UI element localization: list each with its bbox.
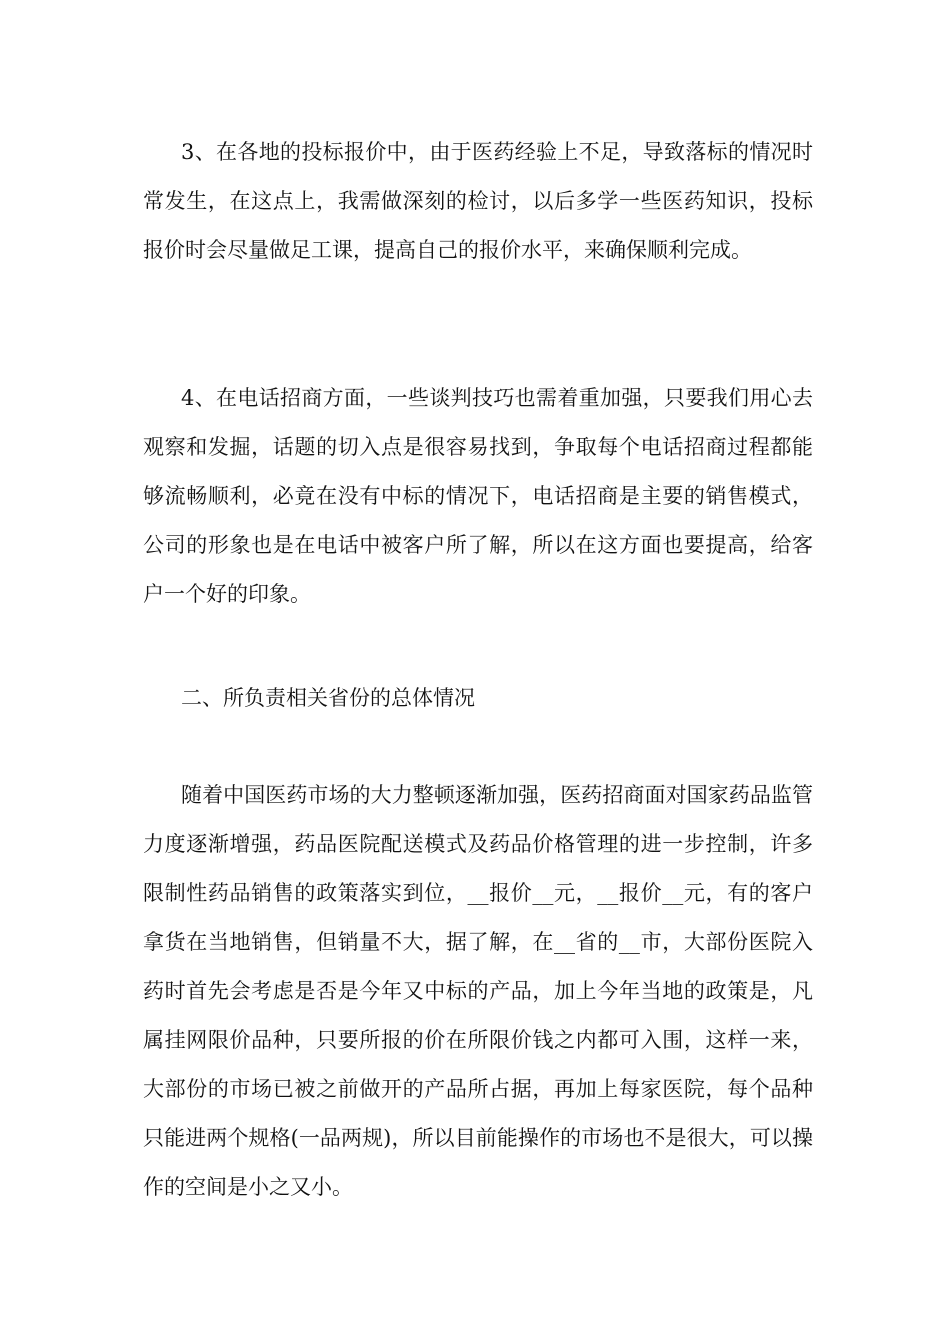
section-heading: 二、所负责相关省份的总体情况: [181, 686, 475, 710]
paragraph-phone-sales: 4、在电话招商方面，一些谈判技巧也需着重加强，只要我们用心去观察和发掘，话题的切入点是很容易找到，争取每个电话招商过程都能够流畅顺利，必竟在没有中标的情况下，电话招商是主要的销售模式，公司的形象也是在电话中被客户所了解，所以在这方面也要提高，给客户一个好的印象。: [143, 386, 813, 606]
paragraph-bidding: 3、在各地的投标报价中，由于医药经验上不足，导致落标的情况时常发生，在这点上，我需做深刻的检讨，以后多学一些医药知识，投标报价时会尽量做足工课，提高自己的报价水平，来确保顺利完成。: [143, 140, 813, 262]
paragraph-province-overview: 随着中国医药市场的大力整顿逐渐加强，医药招商面对国家药品监管力度逐渐增强，药品医院配送模式及药品价格管理的进一步控制，许多限制性药品销售的政策落实到位，__报价__元，__报价__元，有的客户拿货在当地销售，但销量不大，据了解，在__省的__市，大部份医院入药时首先会考虑是否是今年又中标的产品，加上今年当地的政策是，凡属挂网限价品种，只要所报的价在所限价钱之内都可入围，这样一来，大部份的市场已被之前做开的产品所占据，再加上每家医院，每个品种只能进两个规格(一品两规)，所以目前能操作的市场也不是很大，可以操作的空间是小之又小。: [143, 783, 813, 1199]
